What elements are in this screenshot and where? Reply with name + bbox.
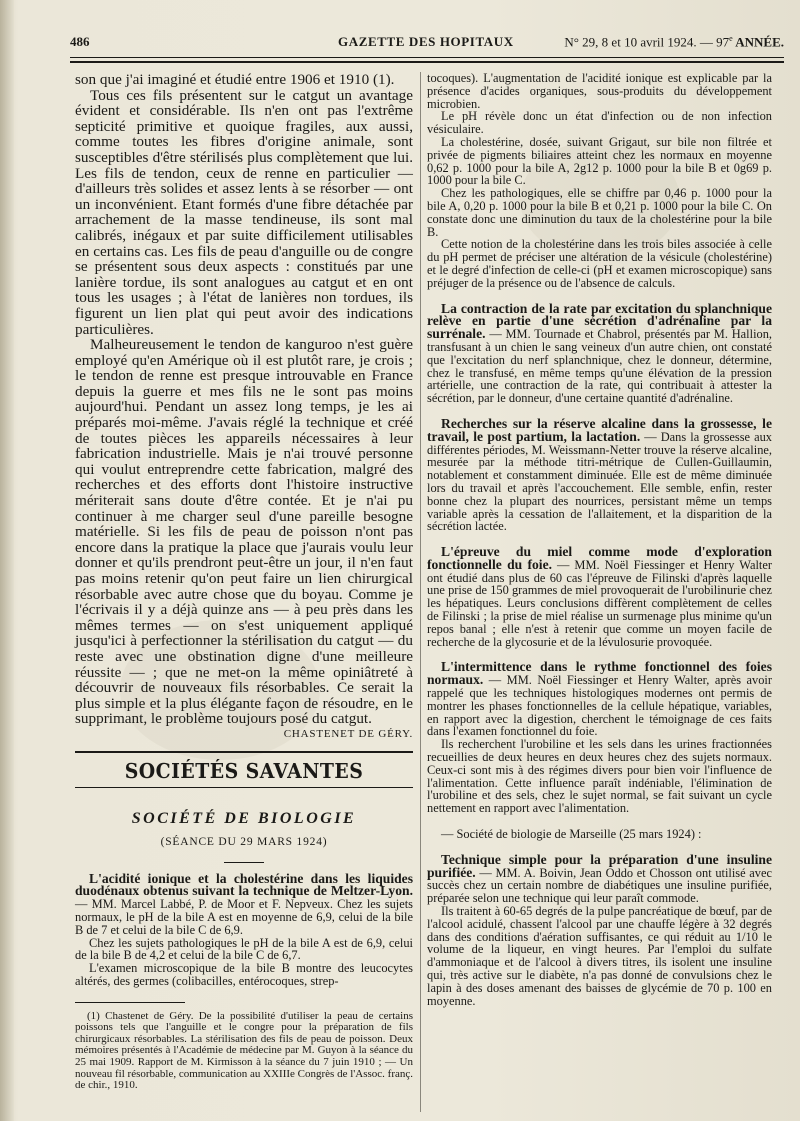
section-title: SOCIÉTÉS SAVANTES bbox=[124, 758, 364, 783]
communication bbox=[75, 870, 413, 988]
journal-title: GAZETTE DES HOPITAUX bbox=[338, 34, 514, 49]
paragraph: Chez les sujets pathologiques le pH de la bile A est de 6,9, celui de la bile B de 4,2 et celui de la bile C de 6,7. bbox=[75, 935, 413, 963]
footnote-rule bbox=[75, 1002, 185, 1003]
communication bbox=[427, 300, 772, 406]
header-rule-bottom bbox=[70, 61, 784, 63]
paragraph: tocoques). L'augmentation de l'acidité ionique est explicable par la présence d'acides organiques, sous-produits du développement microbien. bbox=[427, 71, 772, 111]
paragraph: La cholestérine, dosée, suivant Grigaut, sur bile non filtrée et privée de pigments biliaires atteint chez les normaux en moyenne 0,62 p. 1000 pour la bile A, 2g12 p. 1000 pour la bile B et 0g69 p. 1000 pour la bile C. bbox=[427, 134, 772, 188]
header-rule-top bbox=[70, 57, 784, 58]
communication-text: Chez les sujets normaux, le pH de la bile A est en moyenne de 6,9, celui de la bile B de 7 et celui de la bile C de 6,9. bbox=[75, 897, 413, 937]
communication-text: — MM. Tournade et Chabrol, présentés par M. Hallion, transfusant à un chien le sang veineux d'un autre chien, ont constaté que l'excitation du nerf splanchnique, chez le donneur, détermine, chez le transfusé, en même temps qu'une élévation de la pression artérielle, une contraction de la rate, qui contribuait à attester la sécrétion, par le donneur, d'une certaine quantité d'adrénaline. bbox=[427, 327, 772, 406]
communication-authors: — MM. Marcel Labbé, P. de Moor et F. Nepveux. bbox=[75, 897, 333, 912]
section-banner bbox=[75, 751, 413, 788]
article-continuation bbox=[75, 72, 413, 743]
footnote bbox=[75, 1011, 413, 1092]
communication-text: — MM. Noël Fiessinger et Henry Walter ont étudié dans plus de 60 cas l'épreuve de Filinski d'après laquelle une prise de 150 grammes de miel provoquerait de l'urobilinurie chez les hépatiques. Leurs conclusions diffèrent complètement de celles de Filinski ; la prise de miel réalise un surmenage plus minime qu'un repos banal ; elle n'est à retenir que comme un moyen facile de recherche de la glycosurie et de la lévulosurie provoquée. bbox=[427, 557, 772, 649]
author-signature: CHASTENET DE GÉRY. bbox=[283, 727, 413, 740]
short-divider bbox=[224, 862, 264, 863]
issue-line bbox=[564, 34, 784, 50]
paragraph: Ils traitent à 60-65 degrés de la pulpe pancréatique de bœuf, par de l'alcool acidulé, chassent l'alcool par une chauffe légère à 32 degrés dans des conditions d'aération suffisantes, ce qui réduit au 1/10 le volume de la liqueur, en vingt heures. Par l'emploi du sulfate d'ammoniaque et de l'alcool à divers titres, ils isolent une insuline qui, très active sur le diabète, n'a pas donné de convulsions chez le lapin à des doses amenant des baisses de glycémie de 70 p. 100 en moyenne. bbox=[427, 904, 772, 1008]
issue-sup: e bbox=[729, 34, 733, 43]
paragraph: son que j'ai imaginé et étudié entre 1906 et 1910 (1). bbox=[75, 71, 395, 88]
paragraph: Malheureusement le tendon de kanguroo n'est guère employé qu'en Amérique où il est plutôt rare, je crois ; le tendon de renne est presque introuvable en France depuis la guerre et mes fils ne le sont pas moins aujourd'hui. Pendant un assez long temps, je les ai préparés moi-même. J'avais réglé la technique et créé de toutes pièces les appareils nécessaires à leur fabrication industrielle. Mais je n'ai trouvé personne qui voulut entreprendre cette fabrication, malgré des recherches et des efforts dont l'histoire instructive mériterait sans doute d'être contée. Et je n'ai pu continuer à me charger seul d'une pareille besogne matérielle. Si les fils de peau de poisson n'ont pas encore dans la pratique la place que j'aurais voulu leur donner et qu'ils prendront peut-être un jour, il n'en faut pas moins retenir qu'on peut faire un lien chirurgical résorbable avec autre chose que du boyau. Comme je l'écrivais il y a déjà quinze ans — à peu près dans les mêmes termes — on s'est uniquement appliqué jusqu'ici à perfectionner la stérilisation du catgut — du reste avec une obstination digne d'une meilleure réussite — ; que ne met-on la même opiniâtreté à découvrir de nouveaux fils résorbables. Ce serait la plus simple et la plus élégante façon de résoudre, en le supprimant, le problème toujours posé du catgut. bbox=[75, 336, 413, 728]
issue-text: N° 29, 8 et 10 avril 1924. — 97 bbox=[564, 34, 730, 50]
communication bbox=[427, 851, 772, 1008]
society-title: SOCIÉTÉ DE BIOLOGIE bbox=[131, 809, 357, 827]
column-separator bbox=[420, 72, 421, 1112]
communication-text: — MM. Noël Fiessinger et Henry Walter, après avoir rappelé que les techniques histologiques modernes ont permis de montrer les phases fonctionnelles de la cellule hépatique, variables, en rapport avec la digestion, cherchent le témoignage de ces faits dans l'examen fonctionnel du foie. bbox=[427, 673, 772, 739]
session-date: (SÉANCE DU 29 MARS 1924) bbox=[160, 835, 328, 848]
issue-tail: ANNÉE. bbox=[732, 34, 784, 50]
marseille-heading: — Société de biologie de Marseille (25 mars 1924) : bbox=[441, 827, 702, 842]
communication-continuation bbox=[427, 72, 772, 290]
communication-title: L'épreuve du miel comme mode d'exploration fonctionnelle du foie. bbox=[427, 544, 772, 572]
paragraph: Chez les pathologiques, elle se chiffre par 0,46 p. 1000 pour la bile A, 0,20 p. 1000 pour la bile B et 0,21 p. 1000 pour la bile C. On constate donc une diminution du taux de la cholestérine pour la bile B. bbox=[427, 186, 772, 239]
society-subheading bbox=[427, 828, 772, 841]
page-edge-shadow bbox=[0, 0, 14, 1121]
right-column bbox=[427, 72, 772, 1007]
paragraph: L'examen microscopique de la bile B montre des leucocytes altérés, des germes (colibacilles, entérocoques, strep- bbox=[75, 961, 413, 988]
communication bbox=[427, 546, 772, 648]
communication-text: — Dans la grossesse aux différentes périodes, M. Weissmann-Netter trouve la réserve alcaline, mesurée par la méthode titri-métrique de Cullen-Guillaumin, notablement et constamment diminuée. Elle est de même diminuée lors du travail et après l'accouchement. Elle semble, enfin, rester bonne chez la plupart des nourrices, persistant même un temps variable après la cessation de l'allaitement, et la disparition de la sécrétion lactée. bbox=[427, 429, 772, 534]
communication-text: — MM. A. Boivin, Jean Oddo et Chosson ont utilisé avec succès chez un certain nombre de diabétiques une insuline purifiée, préparée selon une technique qui leur paraît commode. bbox=[427, 865, 772, 906]
communication-title: L'acidité ionique et la cholestérine dans les liquides duodénaux obtenus suivant la technique de Meltzer-Lyon. bbox=[75, 870, 413, 899]
paragraph: Cette notion de la cholestérine dans les trois biles associée à celle du pH permet de préciser une altération de la vésicule (cholestérine) et le degré d'infection de celle-ci (pH et examen microscopique) sans préjuger de la présence ou de l'absence de calculs. bbox=[427, 237, 772, 290]
communication-title: Technique simple pour la préparation d'une insuline purifiée. bbox=[427, 851, 772, 880]
page-header bbox=[70, 34, 784, 54]
footnote-text: (1) Chastenet de Géry. De la possibilité d'utiliser la peau de certains poissons tels que l'anguille et le congre pour la préparation de fils chirurgicaux résorbables. La stérilisation des fils de peau de poisson. Deux mémoires présentés à l'Académie de médecine par M. Guyon à la séance du 25 mai 1909. Rapport de M. Kirmisson à la séance du 7 juin 1910 ; — Un nouveau fil résorbable, communication au XXIIIe Congrès de l'Assoc. franç. de chir., 1910. bbox=[75, 1009, 413, 1092]
communication-title: Recherches sur la réserve alcaline dans la grossesse, le travail, le post partium, la lactation. bbox=[427, 415, 772, 444]
communication bbox=[427, 661, 772, 815]
communication-title: La contraction de la rate par excitation du splanchnique relève en partie d'une sécrétion d'adrénaline par la surrénale. bbox=[427, 300, 772, 342]
paragraph: Le pH révèle donc un état d'infection ou de non infection vésiculaire. bbox=[427, 109, 772, 137]
page-number: 486 bbox=[70, 34, 90, 49]
communication bbox=[427, 415, 772, 534]
paragraph: Ils recherchent l'urobiline et les sels dans les urines fractionnées recueillies de deux heures en deux heures chez des sujets normaux. Ceux-ci sont mis à des régimes divers pour bien voir l'influence de l'alimentation. Cette influence paraît indéniable, l'élimination de l'urobiline et des sels, chez le sujet normal, se fait suivant un cycle nettement en rapport avec l'alimentation. bbox=[427, 737, 772, 816]
left-column bbox=[75, 72, 413, 1092]
communication-title: L'intermittence dans le rythme fonctionnel des foies normaux. bbox=[427, 659, 772, 688]
paragraph: Tous ces fils présentent sur le catgut un avantage évident et considérable. Ils n'en ont pas l'extrême septicité primitive et quoique fragiles, aux aussi, comme toutes les fibres d'origine animale, sont susceptibles d'être stérilisés plus complètement que lui. Les fils de tendon, ceux de renne en particulier — d'ailleurs très solides et assez lents à se résorber — ont un inconvénient. Etant formés d'une fibre détachée par arrachement de la masse tendineuse, ils sont mal calibrés, inégaux et par suite difficilement utilisables en certains cas. Les fils de peau d'anguille ou de congre se présentent sous deux aspects : constitués par une lanière tordue, ils sont analogues au catgut et en ont tous les usages ; à l'état de lanières non tordues, ils figurent un lien plat qui peut avoir des indications particulières. bbox=[75, 86, 413, 338]
